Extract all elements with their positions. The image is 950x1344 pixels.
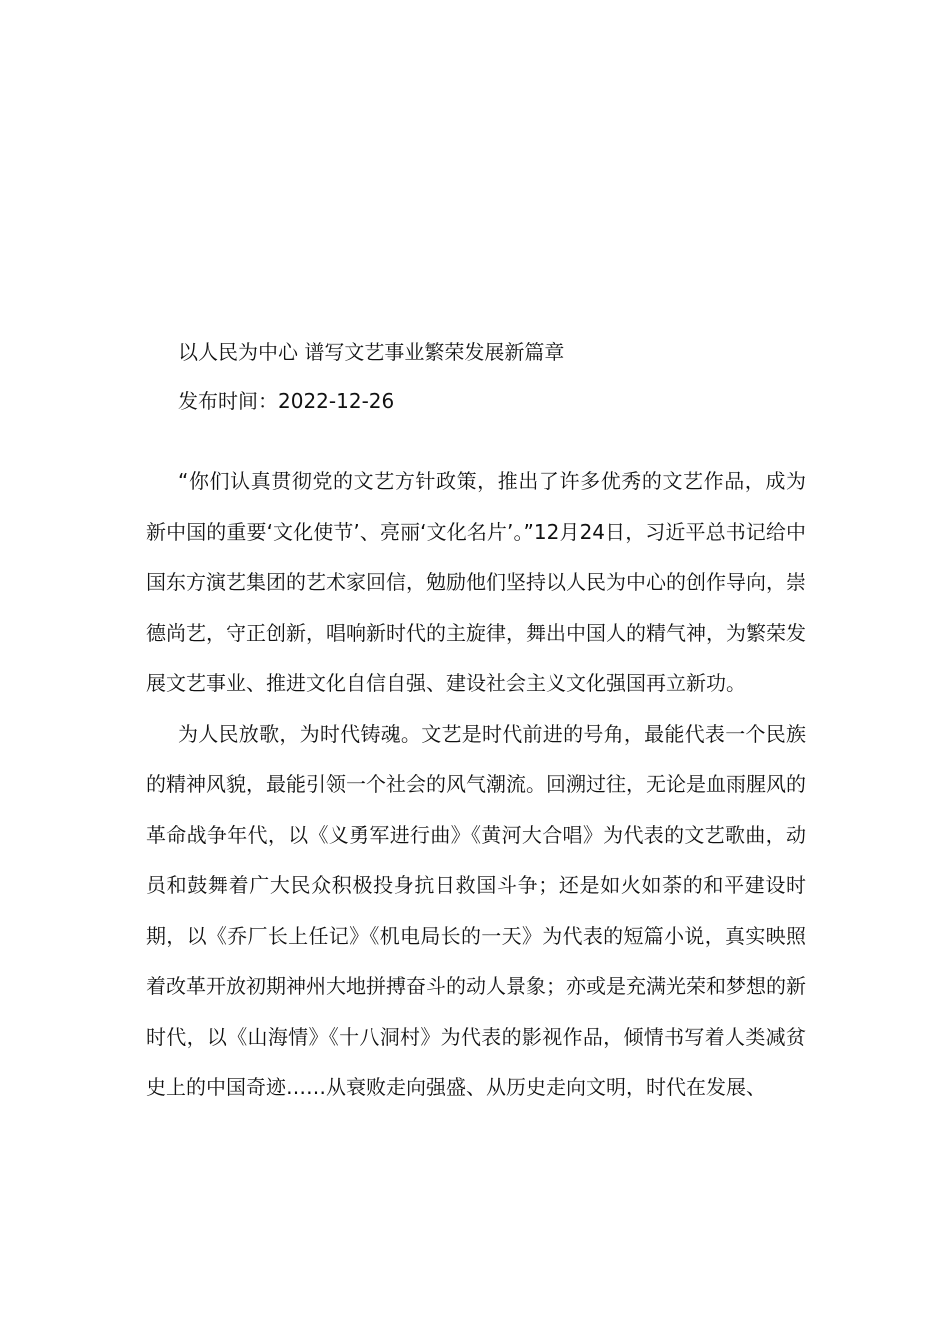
article-body xyxy=(146,456,806,1113)
paragraph: “你们认真贯彻党的文艺方针政策，推出了许多优秀的文艺作品，成为新中国的重要‘文化使节’、亮丽‘文化名片’。”12月24日，习近平总书记给中国东方演艺集团的艺术家回信，勉励他们坚持以人民为中心的创作导向，崇德尚艺，守正创新，唱响新时代的主旋律，舞出中国人的精气神，为繁荣发展文艺事业、推进文化自信自强、建设社会主义文化强国再立新功。 xyxy=(146,469,806,695)
publish-date: 发布时间：2022-12-26 xyxy=(178,389,395,413)
paragraph: 为人民放歌，为时代铸魂。文艺是时代前进的号角，最能代表一个民族的精神风貌，最能引领一个社会的风气潮流。回溯过往，无论是血雨腥风的革命战争年代，以《义勇军进行曲》《黄河大合唱》为代表的文艺歌曲，动员和鼓舞着广大民众积极投身抗日救国斗争；还是如火如荼的和平建设时期，以《乔厂长上任记》《机电局长的一天》为代表的短篇小说，真实映照着改革开放初期神州大地拼搏奋斗的动人景象；亦或是充满光荣和梦想的新时代，以《山海情》《十八洞村》为代表的影视作品，倾情书写着人类减贫史上的中国奇迹……从衰败走向强盛、从历史走向文明，时代在发展、 xyxy=(146,721,806,1099)
article-title: 以人民为中心 谱写文艺事业繁荣发展新篇章 xyxy=(178,340,565,364)
